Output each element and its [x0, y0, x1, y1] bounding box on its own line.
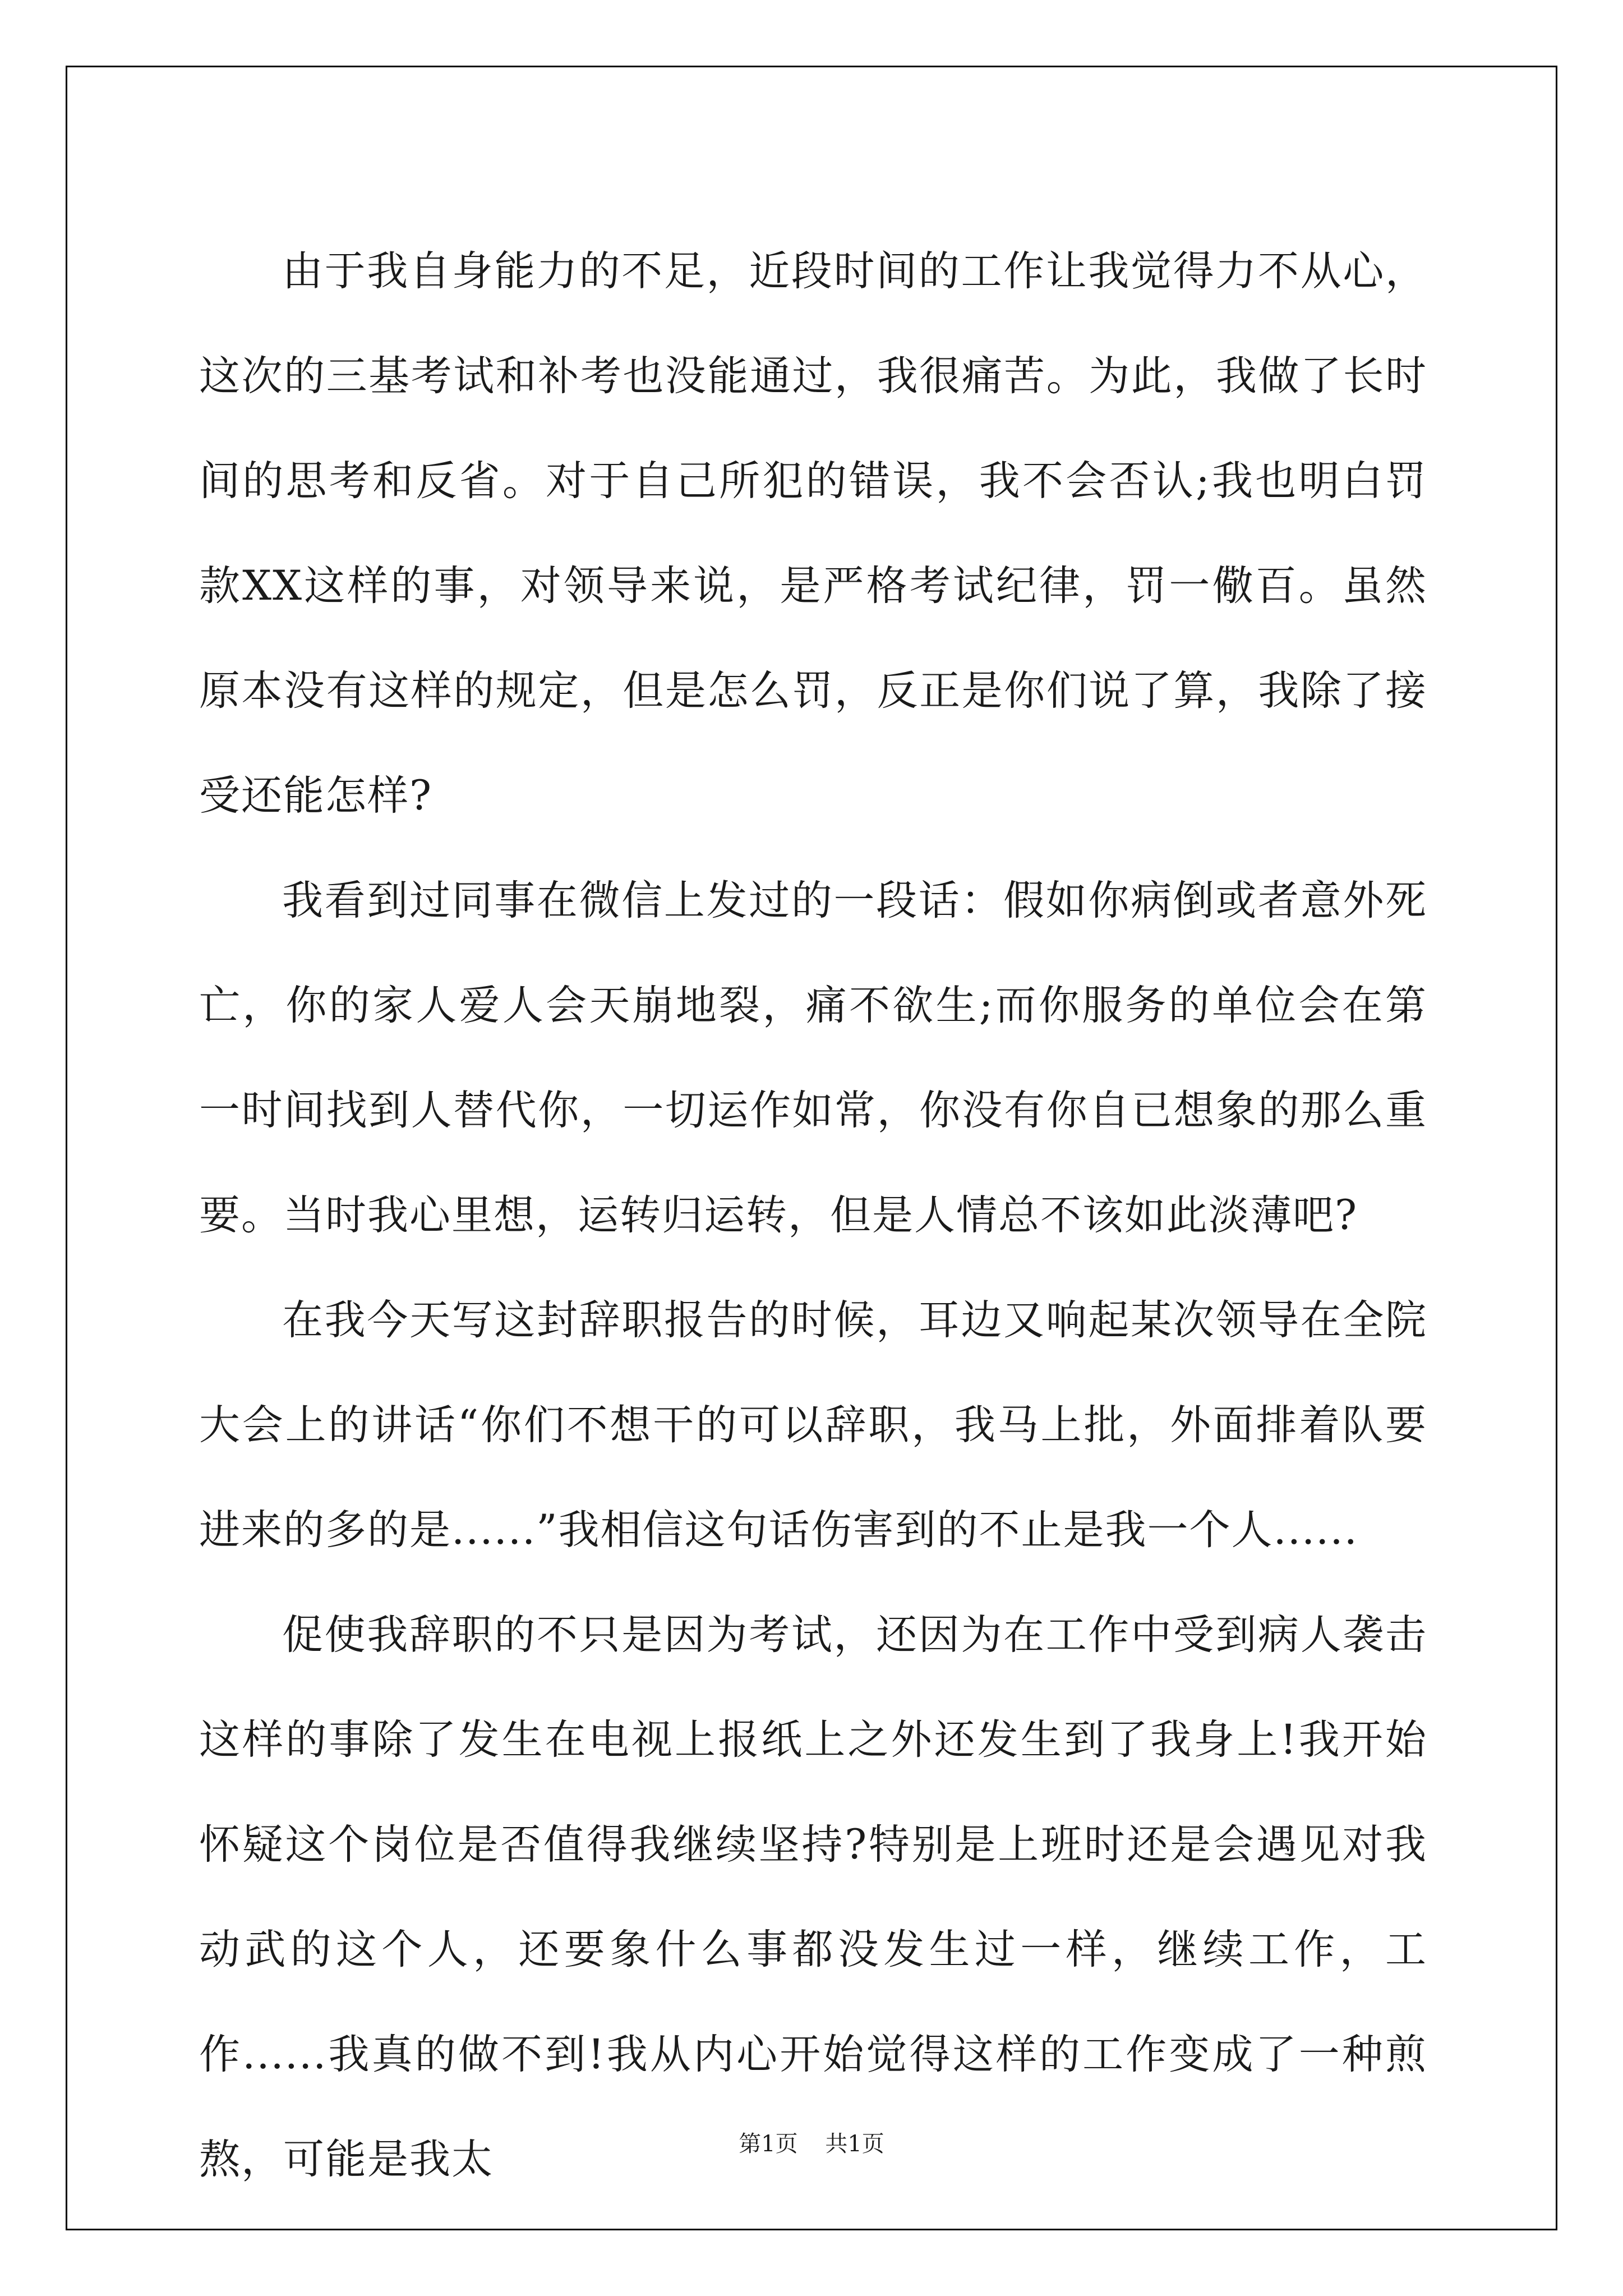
paragraph-3: 在我今天写这封辞职报告的时候，耳边又响起某次领导在全院大会上的讲话“你们不想干的可以辞职，我马上批，外面排着队要进来的多的是......”我相信这句话伤害到的不止是我一个人......	[199, 1296, 1427, 1554]
paragraph-1: 由于我自身能力的不足，近段时间的工作让我觉得力不从心，这次的三基考试和补考也没能通过，我很痛苦。为此，我做了长时间的思考和反省。对于自己所犯的错误，我不会否认;我也明白罚款XX这样的事，对领导来说，是严格考试纪律，罚一儆百。虽然原本没有这样的规定，但是怎么罚，反正是你们说了算，我除了接受还能怎样?	[199, 247, 1427, 820]
page-footer	[0, 2126, 1623, 2158]
paragraph-4: 促使我辞职的不只是因为考试，还因为在工作中受到病人袭击这样的事除了发生在电视上报纸上之外还发生到了我身上!我开始怀疑这个岗位是否值得我继续坚持?特别是上班时还是会遇见对我动武的这个人，还要象什么事都没发生过一样，继续工作，工作......我真的做不到!我从内心开始觉得这样的工作变成了一种煎熬，可能是我太	[199, 1611, 1427, 2183]
document-body	[199, 219, 1427, 2212]
page-number: 第1页	[739, 2131, 798, 2157]
paragraph-2: 我看到过同事在微信上发过的一段话：假如你病倒或者意外死亡，你的家人爱人会天崩地裂，痛不欲生;而你服务的单位会在第一时间找到人替代你，一切运作如常，你没有你自已想象的那么重要。当时我心里想，运转归运转，但是人情总不该如此淡薄吧?	[199, 877, 1427, 1239]
page-total: 共1页	[825, 2131, 884, 2157]
